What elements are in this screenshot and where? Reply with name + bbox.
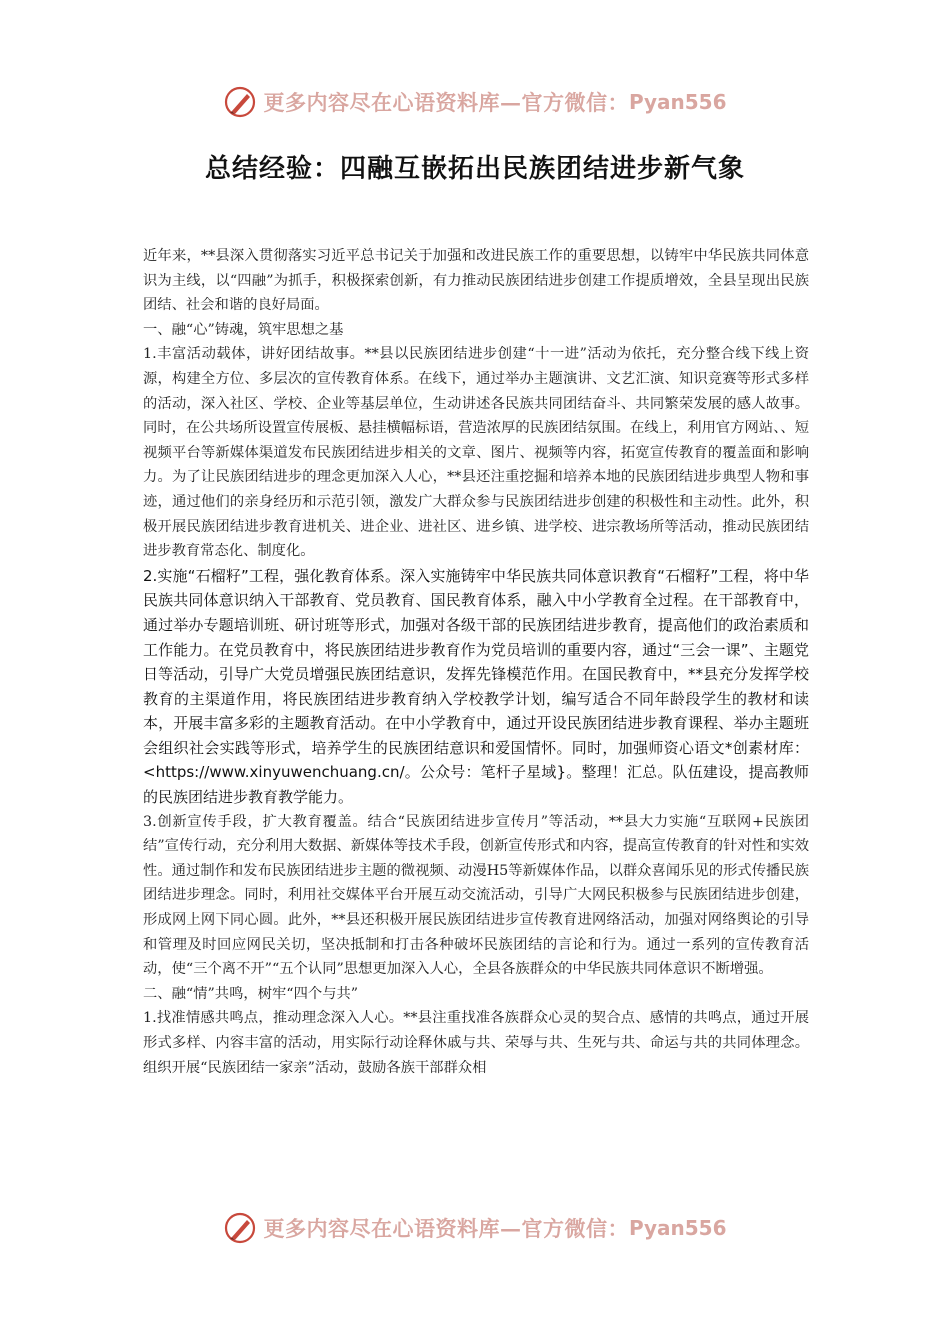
banner-wechat-id: Pyan556 <box>628 1216 727 1240</box>
banner-text: 更多内容尽在心语资料库—官方微信： <box>263 90 629 115</box>
pen-circle-logo-icon <box>223 1211 257 1245</box>
section-heading-1: 一、融“心”铸魂，筑牢思想之基 <box>143 321 344 338</box>
document-body <box>143 244 809 1080</box>
footer-banner <box>0 1208 950 1248</box>
paragraph-intro: 近年来，**县深入贯彻落实习近平总书记关于加强和改进民族工作的重要思想，以铸牢中华民族共同体意识为主线，以“四融”为抓手，积极探索创新，有力推动民族团结进步创建工作提质增效，全县呈现出民族团结、社会和谐的良好局面。 <box>143 248 809 314</box>
pen-circle-logo-icon <box>223 85 257 119</box>
document-title: 总结经验：四融互嵌拓出民族团结进步新气象 <box>204 154 745 184</box>
section-heading-2: 二、融“情”共鸣，树牢“四个与共” <box>143 985 359 1002</box>
header-banner <box>0 82 950 122</box>
banner-text: 更多内容尽在心语资料库—官方微信： <box>263 1216 629 1241</box>
paragraph-1-1: 1.丰富活动载体，讲好团结故事。**县以民族团结进步创建“十一进”活动为依托，充分整合线下线上资源，构建全方位、多层次的宣传教育体系。在线下，通过举办主题演讲、文艺汇演、知识竞赛等形式多样的活动，深入社区、学校、企业等基层单位，生动讲述各民族共同团结奋斗、共同繁荣发展的感人故事。同时，在公共场所设置宣传展板、悬挂横幅标语，营造浓厚的民族团结氛围。在线上，利用官方网站、、短视频平台等新媒体渠道发布民族团结进步相关的文章、图片、视频等内容，拓宽宣传教育的覆盖面和影响力。为了让民族团结进步的理念更加深入人心，**县还注重挖掘和培养本地的民族团结进步典型人物和事迹，通过他们的亲身经历和示范引领，激发广大群众参与民族团结进步创建的积极性和主动性。此外，积极开展民族团结进步教育进机关、进企业、进社区、进乡镇、进学校、进宗教场所等活动，推动民族团结进步教育常态化、制度化。 <box>143 346 809 560</box>
banner-wechat-id: Pyan556 <box>628 90 727 114</box>
paragraph-2-1: 1.找准情感共鸣点，推动理念深入人心。**县注重找准各族群众心灵的契合点、感情的共鸣点，通过开展形式多样、内容丰富的活动，用实际行动诠释休戚与共、荣辱与共、生死与共、命运与共的共同体理念。组织开展“民族团结一家亲”活动，鼓励各族干部群众相 <box>143 1010 809 1076</box>
paragraph-1-2: 2.实施“石榴籽”工程，强化教育体系。深入实施铸牢中华民族共同体意识教育“石榴籽”工程，将中华民族共同体意识纳入干部教育、党员教育、国民教育体系，融入中小学教育全过程。在干部教育中，通过举办专题培训班、研讨班等形式，加强对各级干部的民族团结进步教育，提高他们的政治素质和工作能力。在党员教育中，将民族团结进步教育作为党员培训的重要内容，通过“三会一课”、主题党日等活动，引导广大党员增强民族团结意识，发挥先锋模范作用。在国民教育中，**县充分发挥学校教育的主渠道作用，将民族团结进步教育纳入学校教学计划，编写适合不同年龄段学生的教材和读本，开展丰富多彩的主题教育活动。在中小学教育中，通过开设民族团结进步教育课程、举办主题班会组织社会实践等形式，培养学生的民族团结意识和爱国情怀。同时，加强师资心语文*创素材库：<https://www.xinyuwenchuang.cn/。公众号：笔杆子星域}。整理！汇总。队伍建设，提高教师的民族团结进步教育教学能力。 <box>143 566 809 807</box>
paragraph-1-3: 3.创新宣传手段，扩大教育覆盖。结合“民族团结进步宣传月”等活动，**县大力实施“互联网+民族团结”宣传行动，充分利用大数据、新媒体等技术手段，创新宣传形式和内容，提高宣传教育的针对性和实效性。通过制作和发布民族团结进步主题的微视频、动漫H5等新媒体作品，以群众喜闻乐见的形式传播民族团结进步理念。同时，利用社交媒体平台开展互动交流活动，引导广大网民积极参与民族团结进步创建，形成网上网下同心圆。此外，**县还积极开展民族团结进步宣传教育进网络活动，加强对网络舆论的引导和管理及时回应网民关切，坚决抵制和打击各种破坏民族团结的言论和行为。通过一系列的宣传教育活动，使“三个离不开”“五个认同”思想更加深入人心，全县各族群众的中华民族共同体意识不断增强。 <box>143 813 809 978</box>
